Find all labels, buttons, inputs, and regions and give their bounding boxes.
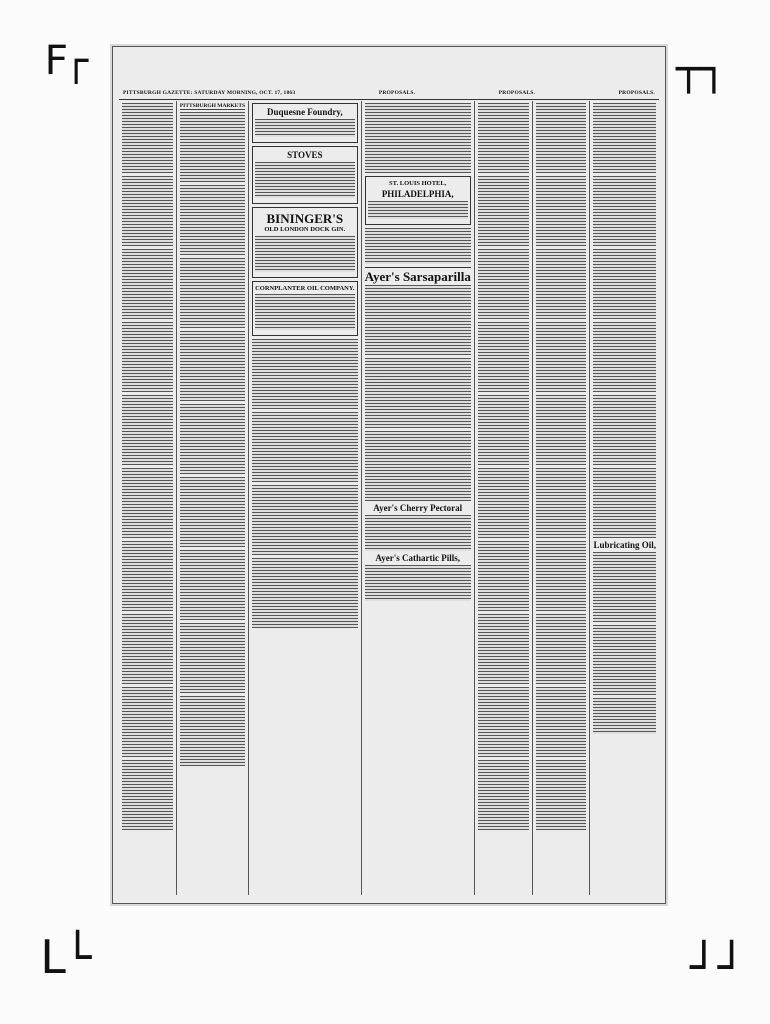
registration-mark-bottom-right: ┘┘ <box>690 940 746 994</box>
section-proposals-3: PROPOSALS. <box>618 90 655 96</box>
foundry-title: Duquesne Foundry, <box>267 107 343 117</box>
column-6 <box>533 101 591 895</box>
page-header <box>119 87 659 100</box>
hotel-ad <box>365 176 471 225</box>
registration-mark-top-left: F┌ <box>44 38 85 84</box>
bininger-subtitle: OLD LONDON DOCK GIN. <box>264 226 346 233</box>
hotel-city: PHILADELPHIA, <box>381 188 454 199</box>
registration-mark-top-right: ┬┐ <box>676 44 727 93</box>
column-5 <box>475 101 533 895</box>
foundry-ad <box>252 103 358 143</box>
section-pittsburgh-markets: PITTSBURGH MARKETS <box>179 103 246 109</box>
column-7 <box>590 101 659 895</box>
oil-company-title: CORNPLANTER OIL COMPANY. <box>255 284 355 292</box>
newspaper-sheet <box>112 46 666 904</box>
lubricating-oil-title: Lubricating Oil, <box>593 540 656 550</box>
section-proposals-1: PROPOSALS. <box>378 90 416 96</box>
registration-mark-bottom-left: L└ <box>40 930 88 984</box>
hotel-title: ST. LOUIS HOTEL, <box>389 180 447 187</box>
ayers-pills-title: Ayer's Cathartic Pills, <box>375 552 460 563</box>
column-3 <box>249 101 362 895</box>
bininger-ad <box>252 207 358 278</box>
date-line: PITTSBURGH GAZETTE: SATURDAY MORNING, OCT. 17, 1863 <box>123 90 296 96</box>
ayers-sarsaparilla-title: Ayer's Sarsaparilla <box>364 268 471 284</box>
column-2 <box>177 101 249 895</box>
column-4 <box>362 101 475 895</box>
section-proposals-2: PROPOSALS. <box>498 90 536 96</box>
newspaper-columns <box>119 101 659 895</box>
column-1 <box>119 101 177 895</box>
stoves-title: STOVES <box>287 150 323 160</box>
ayers-pectoral-title: Ayer's Cherry Pectoral <box>373 502 463 513</box>
oil-company-ad <box>252 281 358 337</box>
stoves-ad <box>252 146 358 204</box>
bininger-title: BININGER'S <box>266 211 344 226</box>
